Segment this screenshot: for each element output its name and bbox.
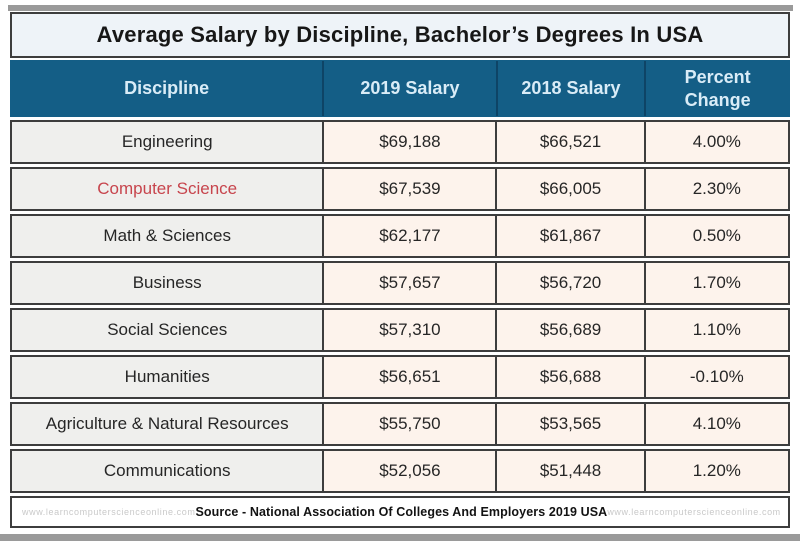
- column-header-discipline: Discipline: [124, 78, 210, 99]
- percent-change-cell: 4.10%: [644, 404, 788, 444]
- salary-2018-cell: $56,689: [495, 310, 643, 350]
- salary-2019-cell: $57,657: [322, 263, 495, 303]
- salary-2018-cell: $56,720: [495, 263, 643, 303]
- salary-2018-cell: $53,565: [495, 404, 643, 444]
- discipline-cell: Engineering: [12, 122, 322, 162]
- percent-change-cell: 1.10%: [644, 310, 788, 350]
- table-body: [10, 120, 790, 493]
- salary-2019-cell: $67,539: [322, 169, 495, 209]
- percent-change-cell: -0.10%: [644, 357, 788, 397]
- column-header-percent-change: Percent Change: [644, 61, 789, 116]
- salary-2018-cell: $56,688: [495, 357, 643, 397]
- discipline-cell: Math & Sciences: [12, 216, 322, 256]
- salary-2018-cell: $51,448: [495, 451, 643, 491]
- table-header-row: [10, 60, 790, 117]
- discipline-cell: Humanities: [12, 357, 322, 397]
- salary-2019-cell: $55,750: [322, 404, 495, 444]
- salary-2019-cell: $52,056: [322, 451, 495, 491]
- column-header-2018-salary: 2018 Salary: [496, 61, 645, 116]
- table-footer: [10, 496, 790, 528]
- table-row: [10, 120, 790, 164]
- source-text: Source - National Association Of Colleges And Employers 2019 USA: [195, 505, 608, 519]
- discipline-cell: Communications: [12, 451, 322, 491]
- salary-2019-cell: $62,177: [322, 216, 495, 256]
- salary-2019-cell: $69,188: [322, 122, 495, 162]
- salary-table: [10, 12, 790, 528]
- percent-change-cell: 0.50%: [644, 216, 788, 256]
- table-row: [10, 261, 790, 305]
- salary-2018-cell: $66,005: [495, 169, 643, 209]
- percent-change-cell: 1.20%: [644, 451, 788, 491]
- watermark-right: www.learncomputerscienceonline.com: [607, 507, 781, 517]
- percent-change-cell: 2.30%: [644, 169, 788, 209]
- salary-2019-cell: $57,310: [322, 310, 495, 350]
- table-row: [10, 449, 790, 493]
- discipline-cell: Agriculture & Natural Resources: [12, 404, 322, 444]
- salary-2018-cell: $66,521: [495, 122, 643, 162]
- table-title: [10, 12, 790, 58]
- discipline-cell: Business: [12, 263, 322, 303]
- table-row: [10, 167, 790, 211]
- discipline-cell: Social Sciences: [12, 310, 322, 350]
- bottom-frame-line: [0, 534, 800, 541]
- watermark-left: www.learncomputerscienceonline.com: [22, 507, 196, 517]
- table-row: [10, 214, 790, 258]
- column-header-2019-salary: 2019 Salary: [322, 61, 495, 116]
- table-row: [10, 308, 790, 352]
- percent-change-cell: 1.70%: [644, 263, 788, 303]
- top-frame-line: [8, 5, 793, 11]
- table-row: [10, 402, 790, 446]
- table-row: [10, 355, 790, 399]
- salary-2019-cell: $56,651: [322, 357, 495, 397]
- percent-change-cell: 4.00%: [644, 122, 788, 162]
- salary-2018-cell: $61,867: [495, 216, 643, 256]
- table-title-text: Average Salary by Discipline, Bachelor’s Degrees In USA: [96, 22, 704, 47]
- discipline-cell: Computer Science: [12, 169, 322, 209]
